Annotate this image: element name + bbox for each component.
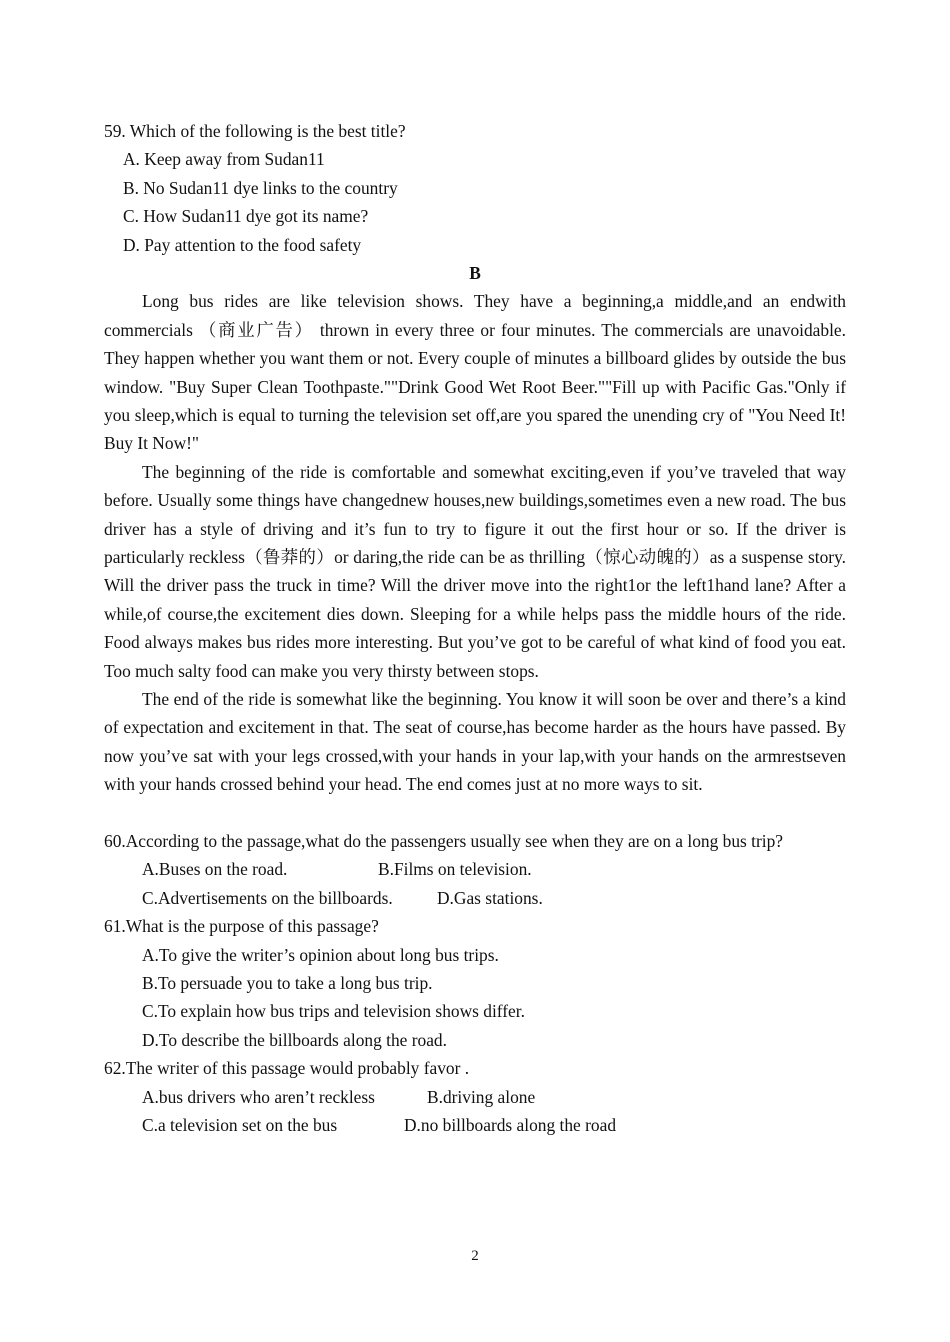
q59-option-d: D. Pay attention to the food safety [123,234,362,255]
q62-option-a: A.bus drivers who aren’t reckless [142,1086,375,1107]
passage-paragraph-3: The end of the ride is somewhat like the beginning. You know it will soon be over and there’s a kind of expectation and excitement in that. The seat of course,has become harder as the hours have passed. By now you’ve sat with your legs crossed,with your hands in your lap,with your hands on the armrestseven with your hands crossed behind your head. The end comes just at no more ways to sit. [104,689,846,795]
q59-stem: 59. Which of the following is the best title? [104,121,406,141]
q62-options-row-2 [104,1111,846,1139]
q62-option-b: B.driving alone [427,1086,536,1107]
section-b-heading: B [469,262,481,283]
q60-option-b: B.Films on television. [378,859,532,880]
spacer [104,799,846,827]
q62-options-row-1 [104,1083,846,1111]
q62-option-d: D.no billboards along the road [404,1114,617,1135]
page-number: 2 [471,1248,479,1264]
passage-paragraph-1: Long bus rides are like television shows. They have a beginning,a middle,and an endwith commercials （商业广告） thrown in every three or four minutes. The commercials are unavoidable. They happen whether you want them or not. Every couple of minutes a billboard glides by outside the bus window. "Buy Super Clean Toothpaste.""Drink Good Wet Root Beer.""Fill up with Pacific Gas."Only if you sleep,which is equal to turning the television set off,are you spared the unending cry of "You Need It! Buy It Now!" [104,291,846,454]
q62-option-c: C.a television set on the bus [142,1114,338,1135]
q61-option-b: B.To persuade you to take a long bus trip. [142,973,433,994]
q61-stem: 61.What is the purpose of this passage? [104,916,379,937]
q59-option-a: A. Keep away from Sudan11 [123,149,325,170]
q59-option-b: B. No Sudan11 dye links to the country [123,177,398,198]
q62-stem: 62.The writer of this passage would probably favor . [104,1058,470,1079]
q61-option-c: C.To explain how bus trips and television shows differ. [142,1001,525,1022]
q60-options-row-2 [104,884,846,912]
q61-option-a: A.To give the writer’s opinion about long bus trips. [142,944,499,965]
page-content [104,117,846,1139]
q60-stem: 60.According to the passage,what do the passengers usually see when they are on a long bus trip? [104,831,784,852]
q60-option-c: C.Advertisements on the billboards. [142,887,393,908]
q60-option-a: A.Buses on the road. [142,859,288,880]
q59-option-c: C. How Sudan11 dye got its name? [123,206,369,227]
q60-option-d: D.Gas stations. [437,887,543,908]
q60-options-row-1 [104,855,846,883]
passage-paragraph-2: The beginning of the ride is comfortable and somewhat exciting,even if you’ve traveled that way before. Usually some things have changednew houses,new buildings,sometimes even a new road. The bus driver has a style of driving and it’s fun to try to figure it out the first hour or so. If the driver is particularly reckless（鲁莽的）or daring,the ride can be as thrilling（惊心动魄的）as a suspense story. Will the driver pass the truck in time? Will the driver move into the right1or the left1hand lane? After a while,of course,the excitement dies down. Sleeping for a while helps pass the middle hours of the ride. Food always makes bus rides more interesting. But you’ve got to be careful of what kind of food you eat. Too much salty food can make you very thirsty between stops. [104,461,846,681]
q61-option-d: D.To describe the billboards along the road. [142,1029,447,1050]
